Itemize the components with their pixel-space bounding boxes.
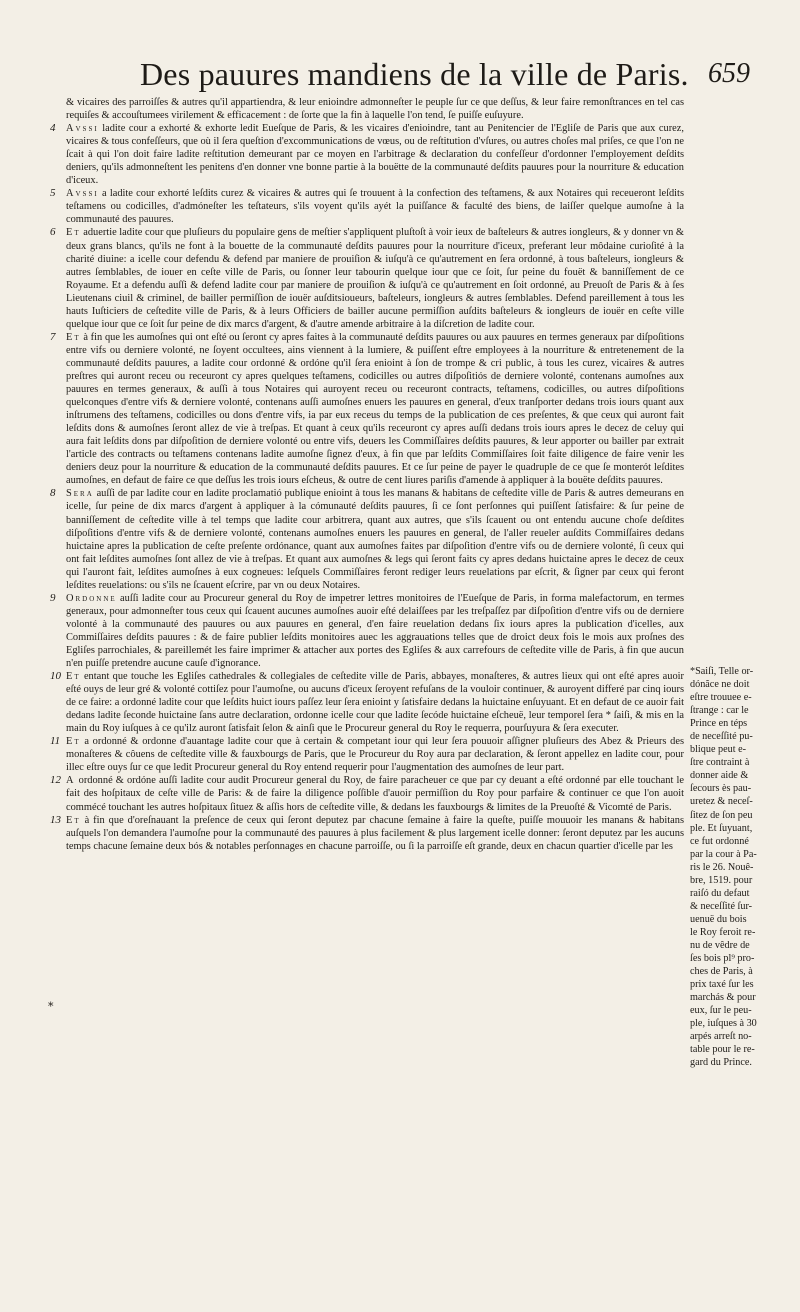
marginal-line: ſitez de ſon peu	[690, 809, 753, 821]
page-number: 659	[708, 58, 750, 89]
marginal-line: prix taxé ſur les	[690, 979, 754, 991]
paragraph-number: 4	[50, 122, 56, 135]
marginal-line: ple. Et ſuyuant,	[690, 822, 753, 834]
paragraph-lead: Et	[66, 331, 81, 343]
marginal-line: marchás & pour	[690, 992, 756, 1004]
paragraph-number: 10	[50, 670, 61, 683]
paragraph-number: 12	[50, 774, 61, 787]
paragraph-lead: Avssi	[66, 123, 99, 135]
marginal-line: uretez & neceſ-	[690, 796, 753, 808]
marginal-line: le Roy feroit re-	[690, 926, 756, 938]
paragraph-text: & vicaires des parroiſſes & autres qu'il appartiendra, & leur enioindre admonneſter le peuple ſur ce que deſſus, & leur faire remonſtrances en tel cas requiſes & accouſtumees virilement & efficacement : de ſorte que la fin à laquelle l'on tend, ſe puiſſe euſuyure.	[66, 97, 684, 122]
marginal-line: donner aide &	[690, 770, 749, 782]
paragraph-lead: Et	[66, 227, 81, 239]
marginal-line: uenuë du bois	[690, 913, 747, 925]
marginal-line: Prince en téps	[690, 718, 748, 730]
marginal-line: eſtre trouuee e-	[690, 692, 752, 704]
paragraph-text: a ordonné & ordonne d'auantage ladite cour que à certain & competant iour qui leur ſera pouuoir aſſigner pluſieurs des Abez & Prieurs des monaſteres & côuens de ceſtedite ville & fauxbourgs de Paris, que le Procureur du Roy aura par declaration, & ſeront appellez en ladite cour, pour illec eſtre ouys ſur ce que ledit Procureur general du Roy entend requerir pour l'augmentation des aumoſnes de leur part.	[66, 736, 684, 774]
paragraph-lead: Ordonne	[66, 592, 117, 604]
paragraph	[50, 330, 684, 488]
paragraph-text: aduertie ladite cour que pluſieurs du populaire gens de meſtier s'appliquent pluſtoſt à voir ieux de baſteleurs & autres iongleurs, & y donner vn & deux grans blancs, qu'ils ne font à la bouette de la communauté deſdits pauures pour la nourriture d'iceux, preferant leur môdaine curioſité à la charité diuine: a icelle cour defendu & defend par maniere de prouiſion & iuſqu'à ce qu'autrement en ſera ordonné, à tous baſteleurs, iongleurs & autres ſemblables, de iouer en ceſte ville de Paris, ou ſonner leur tabourin quelque iour que ce ſoit, ſur peine du fouët & banniſſement de ce Royaume. Et a defendu auſſi & defend ladite cour par maniere de prouiſion & iuſqu'à ce qu'autrement en ſoit ordonné, au Preuoſt de Paris & à ſes Lieutenans ciuil & criminel, de bailler permiſſion de iouër auſditsioueurs, baſteleurs, iongleurs & autres ſemblables. Defend pareillement à tous les hauts Iuſticiers de ceſtedite ville de Paris, & à leurs Officiers de bailler aucune permiſſion auſdits baſteleurs & iongleurs de iouër en ceſte ville quelque iour que ce ſoit ſur peine de dix marcs d'argent, & d'autre amende arbitraire à la diſcretion de ladite cour.	[66, 227, 684, 330]
paragraph-text: a ladite cour exhorté leſdits curez & vicaires & autres qui ſe trouuent à la confection des teſtamens, & aux Notaires qui receueront leſdits teſtamens ou codicilles, d'admóneſter les teſtateurs, s'ils voyent qu'ils ayét la puiſſance & faculté des biens, de laiſſer quelque aumoſne à la communauté des pauures.	[66, 188, 684, 226]
marginal-line: raiſó du defaut	[690, 887, 750, 899]
paragraph-text: auſſi de par ladite cour en ladite proclamatió publique enioint à tous les manans & habitans de ceſtedite ville de Paris & autres demeurans en icelle, ſur peine de dix marcs d'argent à appliquer à la cómunauté deſdits pauures, ſi ce ſont perſonnes qui puiſſent ſatisfaire: & ſur peine de banniſſement de ceſtedite ville à tel temps que ladite cour arbitrera, quant aux autres, que s'ils ſcauent ou ont entendu aucune choſe deſdites diſpoſitions d'entre vifs & de derniere volonté, contenans aumoſnes enuers les pauures en general, de l'aller reueler auſdits Commiſſaires dedans huictaine apres la publication de ceſte preſente ordónance, quant aux aumoſnes faites par diſpoſition d'entre vifs ou de derniere volonté, ſi ceux qui ont fait leſdites aumoſnes ſont allez de vie à treſpas. Et quant aux aumoſnes & legs qui ſeront faits cy apres dedans huictaine apres le decez de ceux qui l'auront fait, leſdites aumoſnes à eux cogneues: leſquels Commiſſaires feront rediger leurs reuelations par eſcrit, & ſigner par ceux qui feront leſdites reuelations: ou s'ils ne ſcauent eſcrire, par vn ou deux Notaires.	[66, 488, 684, 591]
paragraph	[50, 187, 684, 226]
paragraph-number: 7	[50, 330, 56, 343]
marginal-line: ſecours ès pau-	[690, 783, 752, 795]
marginal-line: bre, 1519. pour	[690, 874, 753, 886]
paragraph-text: à fin que d'oreſnauant la preſence de ceux qui ſeront deputez par chacune ſemaine à faire la queſte, puiſſe mouuoir les manans & habitans auſquels l'on demandera l'aumoſne pour la communauté des pauures à plus facilement & plus largement icelle donner: ſeront deputez par les aucuns temps chacune ſemaine deux bós & notables perſonnages en chacune parroiſſe, ou ſi la parroiſſe eſt grande, deux en chacun quartier d'icelle par les	[66, 814, 684, 852]
marginal-line: nu de vêdre de	[690, 939, 750, 951]
paragraph-number: 9	[50, 591, 56, 604]
marginal-line: de neceſſité pu-	[690, 731, 753, 743]
paragraph-text: ladite cour a exhorté & exhorte ledit Eueſque de Paris, & les vicaires d'enioindre, tant au Penitencier de l'Egliſe de Paris que aux curez, vicaires & tous confeſſeurs, que où il ſera queſtion d'excommunications de vœus, ou de reſtitution d'vſures, ou autres choſes mal priſes, ce que l'on ne ſcait à qui l'on doit faire ladite reſtitution demeurant par ce moyen en l'arbitrage & declaration du confeſſeur d'ordonner l'employement deſdits deniers, qu'ils admonneſtent les penitens d'en donner vne bonne partie à la bouëtte de la communauté deſdits pauures pour la nourriture & education d'iceux.	[66, 123, 684, 187]
marginal-line: ches de Paris, à	[690, 966, 753, 978]
marginal-line: *Saiſi, Telle or-	[690, 666, 754, 677]
main-text	[50, 96, 684, 853]
paragraph-number: 13	[50, 813, 61, 826]
marginal-line: gard du Prince.	[690, 1057, 752, 1069]
marginal-line: blique peut e-	[690, 744, 747, 756]
paragraph-number: 8	[50, 487, 56, 500]
paragraph	[50, 487, 684, 591]
paragraph	[58, 96, 684, 122]
paragraph	[50, 774, 684, 813]
running-header	[60, 56, 750, 100]
marginal-line: table pour le re-	[690, 1044, 755, 1056]
paragraph-lead: A	[66, 775, 76, 787]
marginal-line: & neceſſité ſur-	[690, 900, 753, 912]
marginal-line: ce fut ordonné	[690, 835, 749, 847]
paragraph-text: à fin que les aumoſnes qui ont eſté ou ſeront cy apres faites à la communauté deſdits pauures ou aux pauures en termes generaux par diſpoſitions entre vifs ou derniere volonté, ne ſoyent occultees, ains viennent à la lumiere, & puiſſent eſtre employees à la nourriture & entretenement de la communauté deſdits pauures, a ladite cour ordonné & ordóne qu'il ſera enioint à ſon de trompe & cri public, à tous les curez, vicaires & autres preſtres qui auront receu ou receuront cy apres quelques teſtamens, codicilles ou autres diſpoſitiós de derniere volonté, contenans aumoſnes aux pauures en termes generaux, & auſſi à tous Notaires qui auroyent receu ou receuront contracts, teſtamens, codicilles, ou autres diſpoſitions quelconques d'entre vifs & derniere volonté, contenans auſſi aumoſnes enuers les pauures en general, d'eux tranſporter dedans trois iours quant aux inſtrumens des teſtamens, codicilles ou dons d'entre vifs, ia par eux receus du temps de la publication de ces preſentes, & que ceux qui auront fait leſdits dons & aumoſnes ſeront allez de vie à treſpas. Et quant à ceux qu'ils receuront cy apres auſſi dedans trois iours apres le decez de celuy qui aura fait leſdits dons par diſpoſition de derniere volonté ou entre vifs, deuers les Commiſſaires deſdits pauures, & leur apporter ou bailler par extrait l'article des contracts ou teſtamens contenans ladite aumoſne ſignez d'eux, à fin que par leſdits Commiſſaires ſoit faite diligence de faire venir les deniers deuz pour la nourriture & education de la communauté deſdits pauures. Et ce ſur peine de payer le quadruple de ce que ſe monterót leſdites aumoſnes, en defaut de faire ce que deſſus les trois iours eſcheus, & outre de cent liures pariſis d'amende à appliquer à la bouëte deſdits pauures.	[66, 331, 684, 487]
paragraph-number: 6	[50, 226, 56, 239]
paragraph	[50, 813, 684, 853]
marginal-line: ſtrange : car le	[690, 705, 749, 717]
marginal-line: dónãce ne doit	[690, 679, 750, 691]
paragraph-number: 5	[50, 187, 56, 200]
paragraph-lead: Et	[66, 814, 81, 826]
marginal-line: eux, ſur le peu-	[690, 1005, 752, 1017]
marginal-note	[690, 665, 794, 1069]
page-title: Des pauures mandiens de la ville de Paris.	[140, 56, 689, 92]
paragraph-lead: Et	[66, 671, 81, 683]
paragraph	[50, 122, 684, 187]
marginal-line: ſes bois pl⁹ pro-	[690, 953, 755, 965]
paragraph	[50, 226, 684, 330]
paragraph	[50, 670, 684, 735]
paragraph-number: 11	[50, 735, 61, 748]
paragraph-lead: Sera	[66, 488, 94, 500]
paragraph	[50, 735, 684, 774]
paragraph-lead: Et	[66, 736, 81, 748]
paragraph	[50, 591, 684, 670]
marginal-line: ple, iuſques à 30	[690, 1018, 757, 1030]
footnote-star-mark: *	[48, 1000, 54, 1013]
marginal-line: ſtre contraint à	[690, 757, 750, 769]
paragraph-text: ordonné & ordóne auſſi ladite cour audit Procureur general du Roy, de faire paracheuer ce que par cy deuant a eſté ordonné par elle touchant le fait des hoſpitaux de ceſte ville de Paris: & de faire la diligence poſſible d'auoir permiſſion du Roy pour parfaire & continuer ce que l'on auoit commécé touchant les autres hoſpitaux ſituez & aſſis hors de ceſtedite ville, & dedans les fauxbourgs & limites de la Preuoſté & Vicomté de Paris.	[66, 775, 684, 813]
marginal-line: ris le 26. Nouê-	[690, 861, 754, 873]
marginal-line: par la cour à Pa-	[690, 848, 757, 860]
paragraph-lead: Avssi	[66, 188, 99, 200]
marginal-line: arpés arreſt no-	[690, 1031, 752, 1043]
paragraph-text: entant que touche les Egliſes cathedrales & collegiales de ceſtedite ville de Paris, abbayes, monaſteres, & autres lieux qui ont eſté apres auoir eſté ouys de leur gré & volonté cottiſez pour l'aumoſne, ou aucuns d'iceux ſeroyent refuſans de la vouloir continuer, & auroyent differé par cinq iours de ce faire: a ordonné ladite cour que leſdits huict iours paſſez leur ſera enioint y ſatisfaire dedans la huictaine enſuyuant. Et en defaut de ce auoir fait dedans ladite ſeconde huictaine ſans autre declaration, ordonne icelle cour que ladite ſecóde huictaine eſcheuë, leur temporel ſera * ſaiſi, & mis en la main du Roy iuſques à ce qu'ilz auront ſatisfait ſelon & ainſi que le Procureur general du Roy le requerra, pourſuyura & ſera executer.	[66, 671, 684, 735]
paragraph-text: auſſi ladite cour au Procureur general du Roy de impetrer lettres monitoires de l'Eueſque de Paris, in forma malefactorum, en termes generaux, pour admonneſter tous ceux qui ſcauent aucunes aumoſnes auoir eſté delaiſſees par les treſpaſſez par diſpoſition d'entre vifs ou de derniere volonté à la communauté des pauures ou aux pauures en general, d'en faire reuelation dedans ſix iours apres la publication d'icelles, aux Commiſſaires deſdits pauures : & de faire publier leſdits monitoires auec les aggrauations telles que de droict deux fois le mois aux proſnes des Egliſes parrochiales, & pareillemét les faire imprimer & attacher aux portes des Egliſes & aux carrefours de ceſtedite ville de Paris, à fin que aucun n'en puiſſe pretendre aucune cauſe d'ignorance.	[66, 592, 684, 670]
